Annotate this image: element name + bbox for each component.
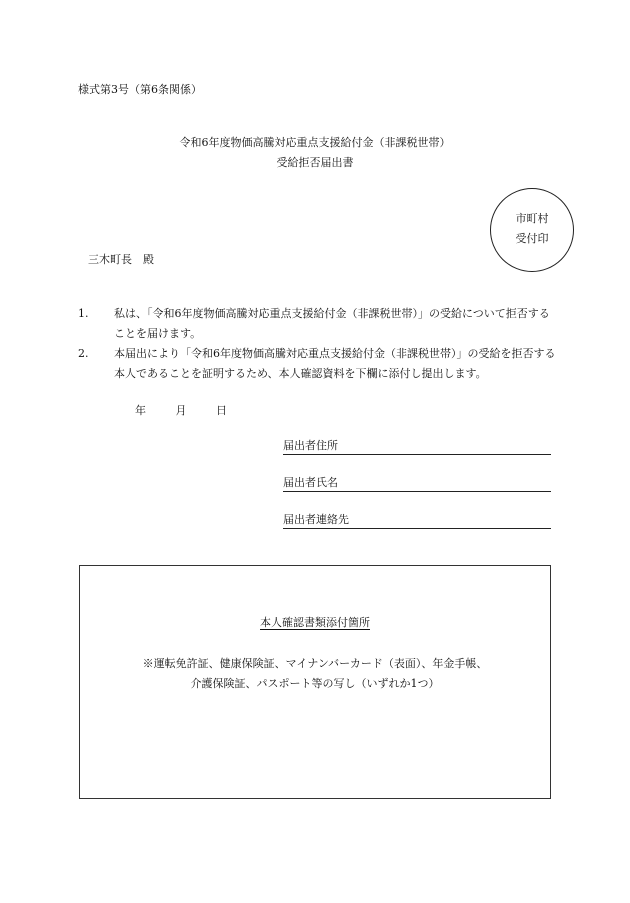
date-year: 年 — [135, 404, 146, 417]
applicant-name-label: 届出者氏名 — [283, 476, 338, 489]
addressee: 三木町長 殿 — [88, 253, 154, 266]
attachment-note — [80, 654, 550, 694]
applicant-contact-field[interactable] — [283, 511, 551, 529]
date-line — [135, 402, 253, 418]
date-month: 月 — [175, 404, 187, 417]
item-number: 2. — [78, 347, 89, 360]
item-text: 本届出により「令和6年度物価高騰対応重点支援給付金（非課税世帯）」の受給を拒否する本人であることを証明するため、本人確認資料を下欄に添付し提出します。 — [114, 347, 556, 380]
reception-stamp-circle — [490, 188, 574, 272]
statement-item-1 — [78, 304, 558, 344]
stamp-label-reception: 受付印 — [515, 232, 549, 245]
stamp-label-municipality: 市町村 — [515, 212, 549, 225]
id-document-attachment-box — [79, 565, 551, 799]
document-title: 令和6年度物価高騰対応重点支援給付金（非課税世帯） — [179, 136, 451, 149]
item-number: 1. — [78, 307, 89, 320]
attachment-title — [80, 614, 550, 630]
item-text: 私は、「令和6年度物価高騰対応重点支援給付金（非課税世帯）」の受給について拒否することを届けます。 — [114, 307, 550, 340]
attachment-note-line1: ※運転免許証、健康保険証、マイナンバーカード（表面）、年金手帳、 — [142, 657, 488, 670]
applicant-contact-label: 届出者連絡先 — [283, 513, 349, 526]
attachment-note-line2: 介護保険証、パスポート等の写し（いずれか1つ） — [190, 677, 440, 690]
document-subtitle: 受給拒否届出書 — [276, 156, 354, 169]
attachment-title-text: 本人確認書類添付箇所 — [260, 616, 370, 629]
applicant-address-field[interactable] — [283, 437, 551, 455]
date-day: 日 — [216, 404, 227, 417]
statement-item-2 — [78, 344, 558, 384]
applicant-address-label: 届出者住所 — [283, 439, 338, 452]
applicant-name-field[interactable] — [283, 474, 551, 492]
form-number: 様式第3号（第6条関係） — [78, 83, 202, 96]
